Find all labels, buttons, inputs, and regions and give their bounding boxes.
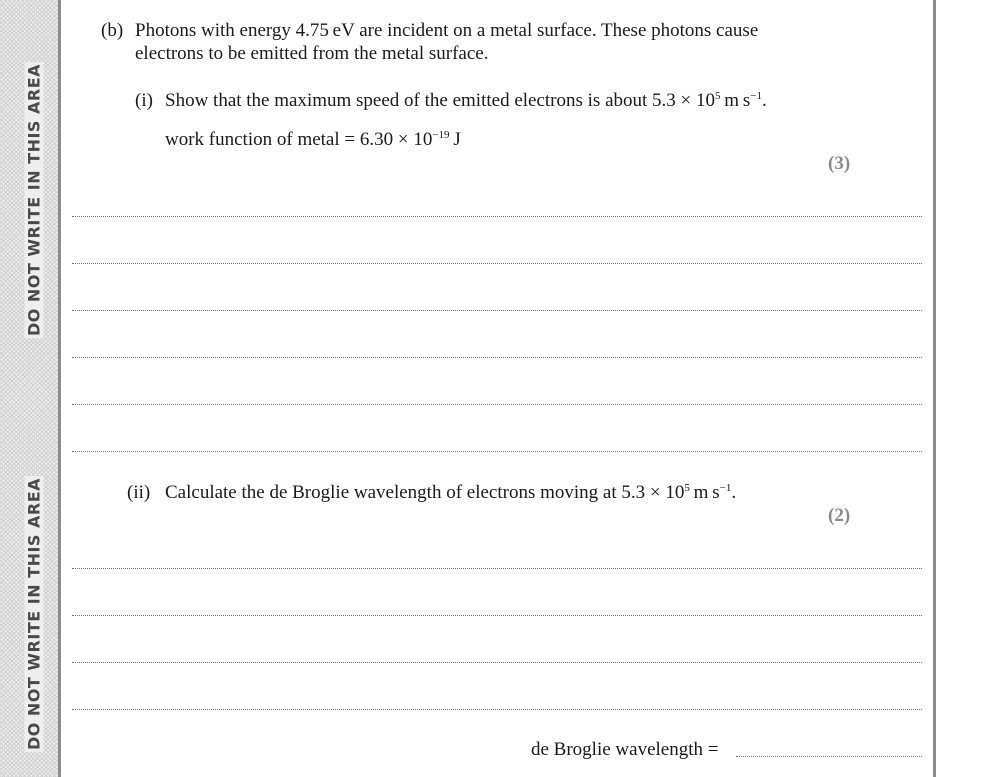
part-i-text: Show that the maximum speed of the emitted electrons is about 5.3 × 10 <box>165 90 715 111</box>
part-i-exp-speed: 5 <box>715 90 721 102</box>
final-answer-line[interactable] <box>736 756 922 757</box>
answer-line[interactable] <box>72 662 922 663</box>
answer-line[interactable] <box>72 568 922 569</box>
part-i-exp-unit: −1 <box>750 90 762 102</box>
part-b-line2: electrons to be emitted from the metal surface. <box>135 43 489 64</box>
part-ii-text: Calculate the de Broglie wavelength of electrons moving at 5.3 × 10 <box>165 482 685 503</box>
page-border-right <box>933 0 936 777</box>
answer-label: de Broglie wavelength = <box>531 739 719 760</box>
margin-strip <box>0 0 58 777</box>
page-border-left <box>58 0 61 777</box>
part-i-question <box>165 90 767 112</box>
work-function-data <box>165 129 461 151</box>
work-function-unit: J <box>449 129 461 150</box>
part-ii-question <box>165 482 736 504</box>
work-function-text: work function of metal = 6.30 × 10 <box>165 129 433 150</box>
margin-warning-bottom: DO NOT WRITE IN THIS AREA <box>24 477 44 751</box>
part-b-label: (b) <box>101 20 124 41</box>
part-b-line1: Photons with energy 4.75 eV are incident on a metal surface. These photons cause <box>135 20 759 41</box>
part-ii-end: . <box>731 482 737 503</box>
answer-line[interactable] <box>72 216 922 217</box>
part-i-end: . <box>762 90 767 111</box>
part-i-unit: m s <box>720 90 751 111</box>
answer-line[interactable] <box>72 615 922 616</box>
answer-line[interactable] <box>72 404 922 405</box>
answer-line[interactable] <box>72 709 922 710</box>
part-i-label: (i) <box>135 90 153 111</box>
work-function-exp: −19 <box>432 129 450 141</box>
part-ii-exp-speed: 5 <box>684 482 690 494</box>
part-i-marks: (3) <box>828 153 851 174</box>
part-ii-marks: (2) <box>828 505 851 526</box>
margin-warning-top: DO NOT WRITE IN THIS AREA <box>24 63 44 337</box>
answer-line[interactable] <box>72 357 922 358</box>
part-ii-unit: m s <box>689 482 720 503</box>
part-ii-exp-unit: −1 <box>719 482 732 494</box>
part-ii-label: (ii) <box>127 482 151 503</box>
answer-line[interactable] <box>72 310 922 311</box>
answer-line[interactable] <box>72 451 922 452</box>
answer-line[interactable] <box>72 263 922 264</box>
